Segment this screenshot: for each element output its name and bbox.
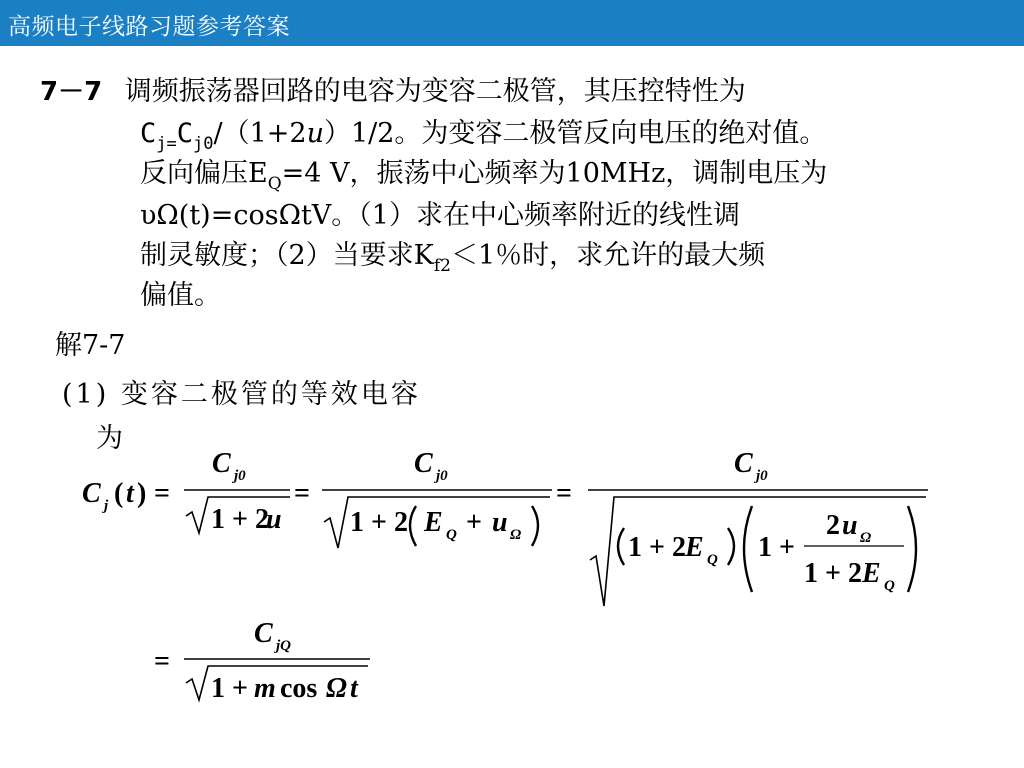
den-omega: Ω xyxy=(510,527,522,543)
problem-number: 7－7 xyxy=(40,77,103,107)
inner-num-u: u xyxy=(842,510,858,541)
big-paren-right xyxy=(728,528,734,565)
subscript-f2: f2 xyxy=(433,256,451,276)
subscript-j-eq: j= xyxy=(156,134,177,154)
final-omega: Ω xyxy=(326,673,347,704)
final-expression xyxy=(154,618,370,704)
numerator-c: C xyxy=(414,448,433,479)
inner-den-e: E xyxy=(862,558,881,589)
paren-close: ) xyxy=(137,478,147,509)
big-paren-right-outer xyxy=(908,506,916,592)
inner-den-text: 1 + 2 xyxy=(804,558,862,589)
subscript-j: j xyxy=(104,498,109,514)
numerator-subscript: j0 xyxy=(756,468,768,484)
den-q: Q xyxy=(446,527,457,543)
den-one-plus: 1 + xyxy=(758,532,795,563)
text-bias: 反向偏压E xyxy=(140,158,268,189)
big-paren-left xyxy=(410,506,416,546)
den-e: E xyxy=(685,532,704,563)
equals-sign: = xyxy=(154,478,170,509)
paren-open: ( xyxy=(114,478,124,509)
solution-step-1: (1) 变容二极管的等效电容 xyxy=(62,379,421,410)
text-c: C xyxy=(176,118,194,149)
den-u: u xyxy=(266,504,282,535)
den-e: E xyxy=(424,507,443,538)
final-m: m xyxy=(254,673,276,704)
final-den-one-plus: 1 + xyxy=(211,673,248,704)
solution-step-1-cont: 为 xyxy=(96,423,123,454)
subscript-q: Q xyxy=(267,174,282,194)
symbol-t: t xyxy=(126,478,134,509)
numerator-subscript: j0 xyxy=(436,468,448,484)
inner-den-q: Q xyxy=(884,578,895,594)
big-paren-right xyxy=(532,506,538,546)
equals-sign: = xyxy=(154,646,170,677)
final-t: t xyxy=(350,673,358,704)
problem-text-1: 调频振荡器回路的电容为变容二极管，其压控特性为 xyxy=(124,76,746,107)
text-rest: =4 V，振荡中心频率为10MHz，调制电压为 xyxy=(281,158,828,189)
text-rest: ）1/2。为变容二极管反向电压的绝对值。 xyxy=(323,118,827,149)
text-modulation: υΩ(t)=cosΩtV。（1）求在中心频率附近的线性调 xyxy=(140,200,740,231)
text-sensitivity: 制灵敏度；（2）当要求K xyxy=(140,240,434,271)
den-text: 1 + 2 xyxy=(628,532,686,563)
symbol-c: C xyxy=(82,478,101,509)
fraction-2 xyxy=(322,448,552,548)
big-paren-left xyxy=(618,528,624,565)
final-subscript: jQ xyxy=(276,638,291,654)
header-title: 高频电子线路习题参考答案 xyxy=(8,14,290,40)
equals-sign: = xyxy=(556,478,572,509)
numerator-subscript: j0 xyxy=(234,468,246,484)
den-q: Q xyxy=(707,552,718,568)
den-u: u xyxy=(492,507,508,538)
inner-num-2: 2 xyxy=(826,510,840,541)
fraction-3 xyxy=(588,448,928,606)
big-paren-left-outer xyxy=(744,506,752,592)
fraction-1 xyxy=(184,448,290,535)
numerator-c: C xyxy=(212,448,231,479)
solution-title: 解7-7 xyxy=(55,330,126,361)
text-u: u xyxy=(306,118,324,149)
equals-sign: = xyxy=(294,478,310,509)
text-c: C xyxy=(140,118,157,149)
text-rest: ＜1％时，求允许的最大频 xyxy=(450,240,766,271)
den-text: 1 + 2 xyxy=(350,507,408,538)
numerator-c: C xyxy=(734,448,753,479)
formula-lhs xyxy=(82,478,170,514)
final-cos: cos xyxy=(280,673,318,704)
text-fraction: /（1+2 xyxy=(213,118,307,149)
text-deviation: 偏值。 xyxy=(140,280,221,311)
inner-num-omega: Ω xyxy=(860,530,872,546)
subscript-j0: j0 xyxy=(193,134,214,154)
final-c: C xyxy=(254,618,273,649)
den-text: 1 + 2 xyxy=(211,504,269,535)
den-plus: + xyxy=(466,507,482,538)
